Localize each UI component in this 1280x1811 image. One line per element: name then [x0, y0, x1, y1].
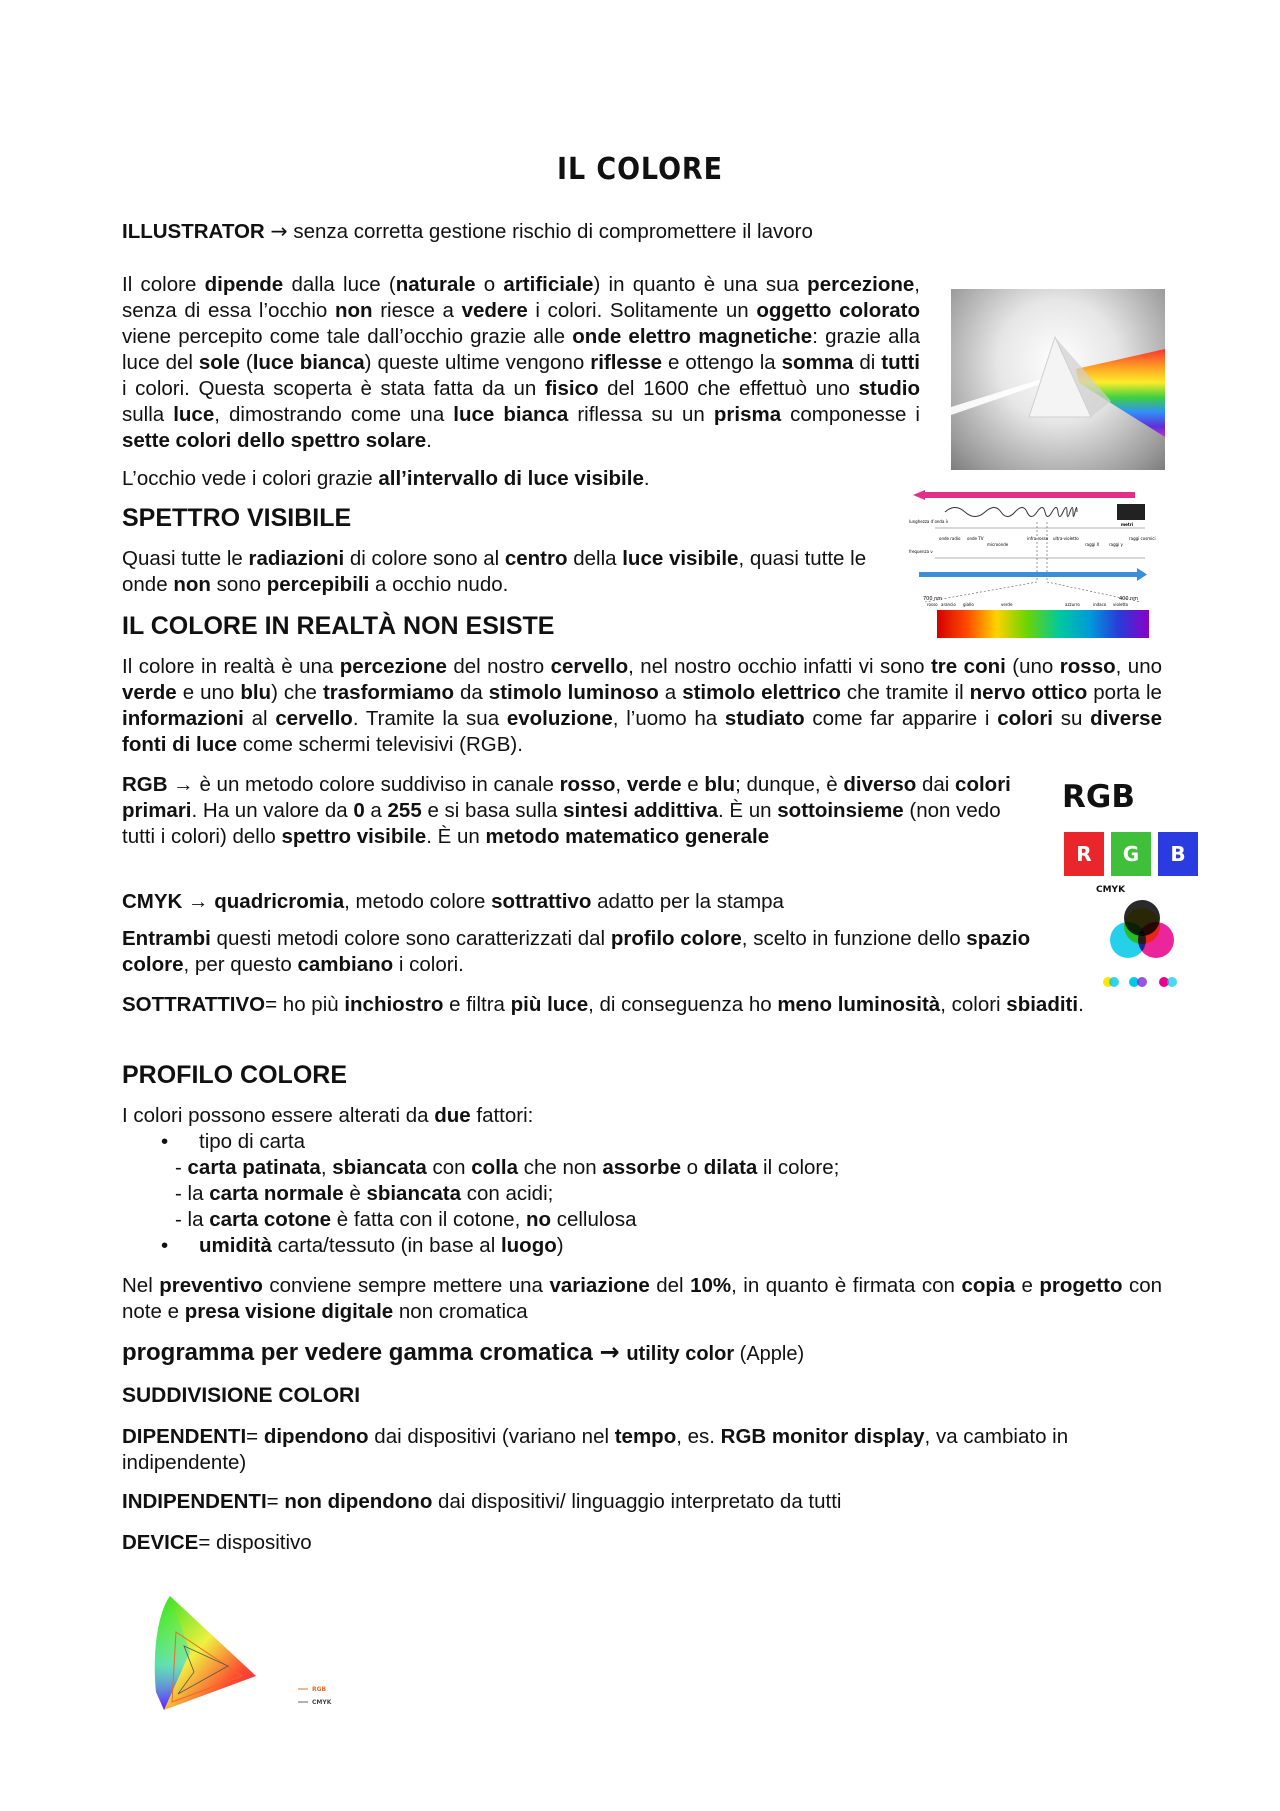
- band-label: onde radio: [939, 536, 961, 541]
- illustrator-line: ILLUSTRATOR → senza corretta gestione rischio di compromettere il lavoro: [122, 219, 813, 243]
- band-label: raggi cosmici: [1129, 536, 1156, 541]
- violet-end-label: 400 nm: [1119, 596, 1139, 602]
- spettro-heading: SPETTRO VISIBILE: [122, 504, 352, 532]
- rgb-logo-title: RGB: [1062, 779, 1135, 815]
- profilo-dash-cotone: - la carta cotone è fatta con il cotone, no cellulosa: [175, 1208, 637, 1231]
- band-label: microonde: [987, 542, 1009, 547]
- page-title: IL COLORE: [557, 152, 723, 187]
- intro-visible-light: L’occhio vede i colori grazie all’intervallo di luce visibile.: [122, 467, 650, 490]
- sottrattivo-paragraph: SOTTRATTIVO= ho più inchiostro e filtra più luce, di conseguenza ho meno luminosità, colori sbiaditi.: [122, 993, 1084, 1016]
- rgb-logo-green: G: [1111, 832, 1151, 876]
- rgb-logo-blue: B: [1158, 832, 1198, 876]
- prism-illustration: [951, 289, 1165, 470]
- non-esiste-heading: IL COLORE IN REALTÀ NON ESISTE: [122, 612, 555, 640]
- profilo-list: [122, 1103, 1162, 1259]
- intro-paragraph: Il colore dipende dalla luce (naturale o artificiale) in quanto è una sua percezione, senza di essa l’occhio non riesce a vedere i colori. Solitamente un oggetto colorato viene percepito come tale dall’occhio grazie alle onde elettro magnetiche: grazie alla luce del sole (luce bianca) queste ultime vengono riflesse e ottengo la somma di tutti i colori. Questa scoperta è stata fatta da un fisico del 1600 che effettuò uno studio sulla luce, dimostrando come una luce bianca riflessa su un prisma componesse i sette colori dello spettro solare.: [122, 273, 920, 452]
- cmyk-circles-icon: [1102, 898, 1182, 990]
- cmyk-legend-label: CMYK: [312, 1699, 332, 1706]
- preventivo-paragraph: Nel preventivo conviene sempre mettere una variazione del 10%, in quanto è firmata con copia e progetto con note e presa visione digitale non cromatica: [122, 1274, 1163, 1323]
- profilo-dash-patinata: - carta patinata, sbiancata con colla che non assorbe o dilata il colore;: [175, 1156, 840, 1179]
- band-label: infra-rosso: [1027, 536, 1049, 541]
- suddivisione-heading: SUDDIVISIONE COLORI: [122, 1384, 361, 1407]
- non-esiste-paragraph: Il colore in realtà è una percezione del nostro cervello, nel nostro occhio infatti vi sono tre coni (uno rosso, uno verde e uno blu) che trasformiamo da stimolo luminoso a stimolo elettrico che tramite il nervo ottico porta le informazioni al cervello. Tramite la sua evoluzione, l’uomo ha studiato come far apparire i colori su diverse fonti di luce come schermi televisivi (RGB).: [122, 655, 1162, 756]
- rgb-paragraph: RGB → è un metodo colore suddiviso in canale rosso, verde e blu; dunque, è diverso dai colori primari. Ha un valore da 0 a 255 e si basa sulla sintesi addittiva. È un sottoinsieme (non vedo tutti i colori) dello spettro visibile. È un metodo matematico generale: [122, 773, 1011, 848]
- frequency-row-label: frequenza ν: [909, 549, 933, 554]
- gamut-chart: [150, 1592, 350, 1722]
- profilo-intro: I colori possono essere alterati da due fattori:: [122, 1104, 534, 1127]
- color-label: arancio: [941, 602, 956, 607]
- entrambi-paragraph: Entrambi questi metodi colore sono caratterizzati dal profilo colore, scelto in funzione dello spazio colore, per questo cambiano i colori.: [122, 927, 1031, 976]
- band-label: raggi X: [1085, 542, 1100, 547]
- visible-spectrum-band: [937, 610, 1149, 638]
- cmyk-paragraph: CMYK → quadricromia, metodo colore sottrattivo adatto per la stampa: [122, 890, 784, 913]
- metri-label: metri: [1121, 522, 1134, 527]
- red-end-label: 700 nm: [923, 596, 943, 602]
- rgb-logo-red: R: [1064, 832, 1104, 876]
- color-label: verde: [1001, 602, 1013, 607]
- wavelength-row-label: lunghezza d’onda λ: [909, 519, 949, 524]
- color-label: rosso: [927, 602, 938, 607]
- profilo-dash-normale: - la carta normale è sbiancata con acidi;: [175, 1182, 554, 1205]
- band-label: ultra-violetto: [1053, 536, 1079, 541]
- color-label: violetto: [1113, 602, 1129, 607]
- band-label: raggi γ: [1109, 542, 1123, 547]
- indipendenti-paragraph: INDIPENDENTI= non dipendono dai dispositivi/ linguaggio interpretato da tutti: [122, 1490, 842, 1513]
- device-paragraph: DEVICE= dispositivo: [122, 1531, 312, 1554]
- prism-image: [951, 289, 1165, 470]
- cmyk-logo: [1102, 898, 1182, 990]
- spectrum-figure: [905, 490, 1156, 642]
- band-label: onde TV: [967, 536, 984, 541]
- profilo-bullet-umidita: • umidità carta/tessuto (in base al luogo): [122, 1233, 1162, 1259]
- spettro-paragraph: Quasi tutte le radiazioni di colore sono al centro della luce visibile, quasi tutte le onde non sono percepibili a occhio nudo.: [122, 547, 867, 596]
- color-label: indaco: [1093, 602, 1107, 607]
- gamut-diagram: [150, 1592, 350, 1722]
- color-label: azzurro: [1065, 602, 1080, 607]
- rgb-legend-label: RGB: [312, 1686, 327, 1693]
- color-label: giallo: [963, 602, 974, 607]
- programma-line: programma per vedere gamma cromatica → utility color (Apple): [122, 1338, 805, 1366]
- spectrum-diagram: [905, 490, 1156, 642]
- profilo-bullet-carta: • tipo di carta: [122, 1129, 1162, 1155]
- dipendenti-paragraph: DIPENDENTI= dipendono dai dispositivi (variano nel tempo, es. RGB monitor display, va cambiato in indipendente): [122, 1425, 1069, 1474]
- profilo-heading: PROFILO COLORE: [122, 1061, 347, 1089]
- cmyk-logo-title: CMYK: [1096, 885, 1126, 895]
